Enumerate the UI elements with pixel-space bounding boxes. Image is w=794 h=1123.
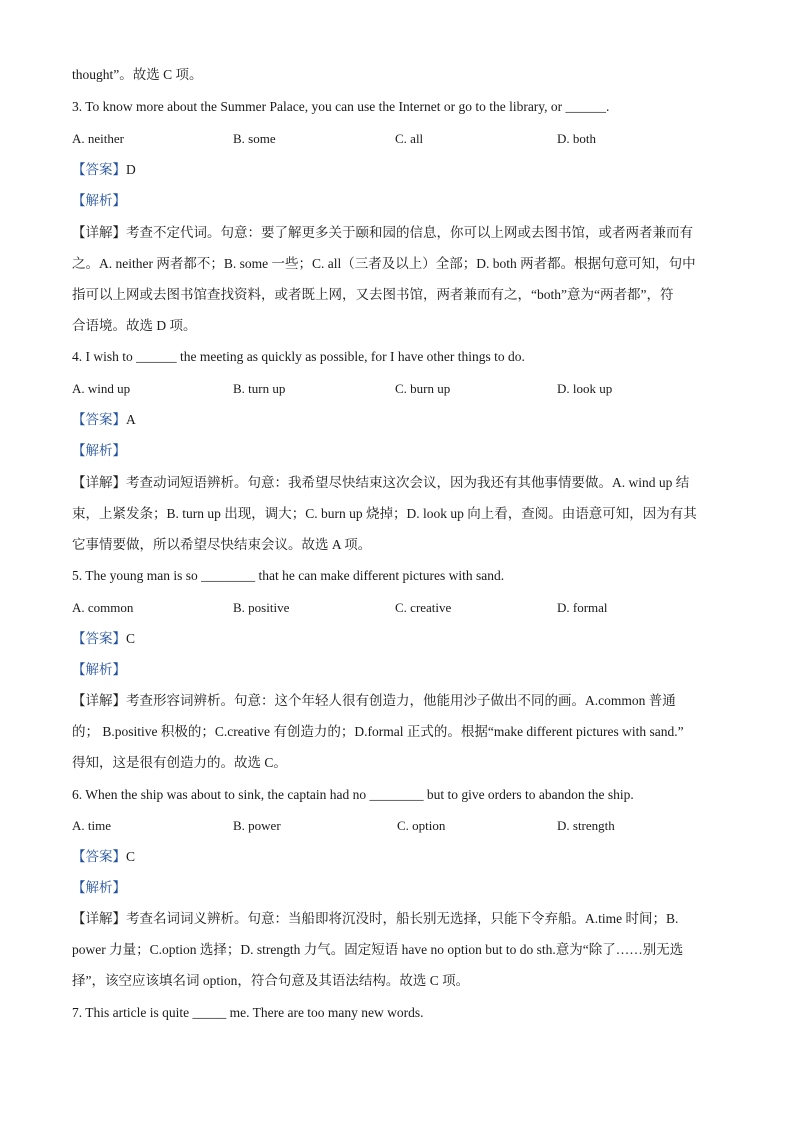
detail-line: 【详解】考查不定代词。句意：要了解更多关于颐和园的信息，你可以上网或去图书馆，或者两者兼而有: [72, 225, 693, 240]
text-line: thought”。故选 C 项。: [72, 67, 203, 82]
option-a: A. common: [72, 600, 134, 615]
option-d: D. look up: [557, 381, 613, 396]
option-d: D. formal: [557, 600, 608, 615]
option-a: A. time: [72, 818, 111, 833]
answer-value: A: [126, 412, 136, 427]
detail-line: 得知，这是很有创造力的。故选 C。: [72, 755, 287, 770]
answer-label: 【答案】: [72, 849, 126, 864]
detail-line: 的； B.positive 积极的；C.creative 有创造力的；D.formal 正式的。根据“make different pictures with sand.”: [72, 724, 684, 739]
detail-line: 合语境。故选 D 项。: [72, 318, 197, 333]
answer-value: C: [126, 849, 136, 864]
analysis-label: 【解析】: [72, 443, 126, 458]
answer-value: C: [126, 631, 136, 646]
question-5: 5. The young man is so ________ that he can make different pictures with sand.: [72, 568, 505, 583]
option-a: A. neither: [72, 131, 124, 146]
answer-line: [72, 411, 722, 429]
detail-line: 【详解】考查动词短语辨析。句意：我希望尽快结束这次会议，因为我还有其他事情要做。A. wind up 结: [72, 475, 690, 490]
answer-line: [72, 161, 722, 179]
detail-line: 指可以上网或去图书馆查找资料，或者既上网，又去图书馆，两者兼而有之，“both”意为“两者都”，符: [72, 287, 674, 302]
answer-label: 【答案】: [72, 412, 126, 427]
answer-value: D: [126, 162, 136, 177]
detail-line: 【详解】考查名词词义辨析。句意：当船即将沉没时，船长别无选择，只能下令弃船。A.time 时间；B.: [72, 911, 679, 926]
answer-line: [72, 630, 722, 648]
analysis-label: 【解析】: [72, 880, 126, 895]
option-b: B. power: [233, 818, 281, 833]
option-d: D. both: [557, 131, 596, 146]
option-c: C. all: [395, 131, 424, 146]
option-b: B. some: [233, 131, 276, 146]
answer-label: 【答案】: [72, 162, 126, 177]
question-7: 7. This article is quite _____ me. There are too many new words.: [72, 1005, 424, 1020]
detail-line: 择”，该空应该填名词 option，符合句意及其语法结构。故选 C 项。: [72, 973, 470, 988]
question-3: 3. To know more about the Summer Palace, you can use the Internet or go to the library, or ______.: [72, 99, 610, 114]
detail-line: 束，上紧发条；B. turn up 出现，调大；C. burn up 烧掉；D. look up 向上看，查阅。由语意可知，因为有其: [72, 506, 697, 521]
detail-line: 它事情要做，所以希望尽快结束会议。故选 A 项。: [72, 537, 372, 552]
question-6: 6. When the ship was about to sink, the captain had no ________ but to give orders to abandon the ship.: [72, 787, 634, 802]
option-c: C. creative: [395, 600, 452, 615]
analysis-label: 【解析】: [72, 662, 126, 677]
option-c: C. option: [397, 818, 446, 833]
answer-line: [72, 848, 722, 866]
detail-line: 【详解】考查形容词辨析。句意：这个年轻人很有创造力，他能用沙子做出不同的画。A.common 普通: [72, 693, 676, 708]
analysis-label: 【解析】: [72, 193, 126, 208]
answer-label: 【答案】: [72, 631, 126, 646]
question-4: 4. I wish to ______ the meeting as quickly as possible, for I have other things to do.: [72, 349, 525, 364]
option-c: C. burn up: [395, 381, 451, 396]
option-b: B. positive: [233, 600, 290, 615]
detail-line: power 力量；C.option 选择；D. strength 力气。固定短语 have no option but to do sth.意为“除了……别无选: [72, 942, 684, 957]
option-b: B. turn up: [233, 381, 286, 396]
detail-line: 之。A. neither 两者都不；B. some 一些；C. all（三者及以上）全部；D. both 两者都。根据句意可知，句中: [72, 256, 696, 271]
option-d: D. strength: [557, 818, 615, 833]
option-a: A. wind up: [72, 381, 131, 396]
